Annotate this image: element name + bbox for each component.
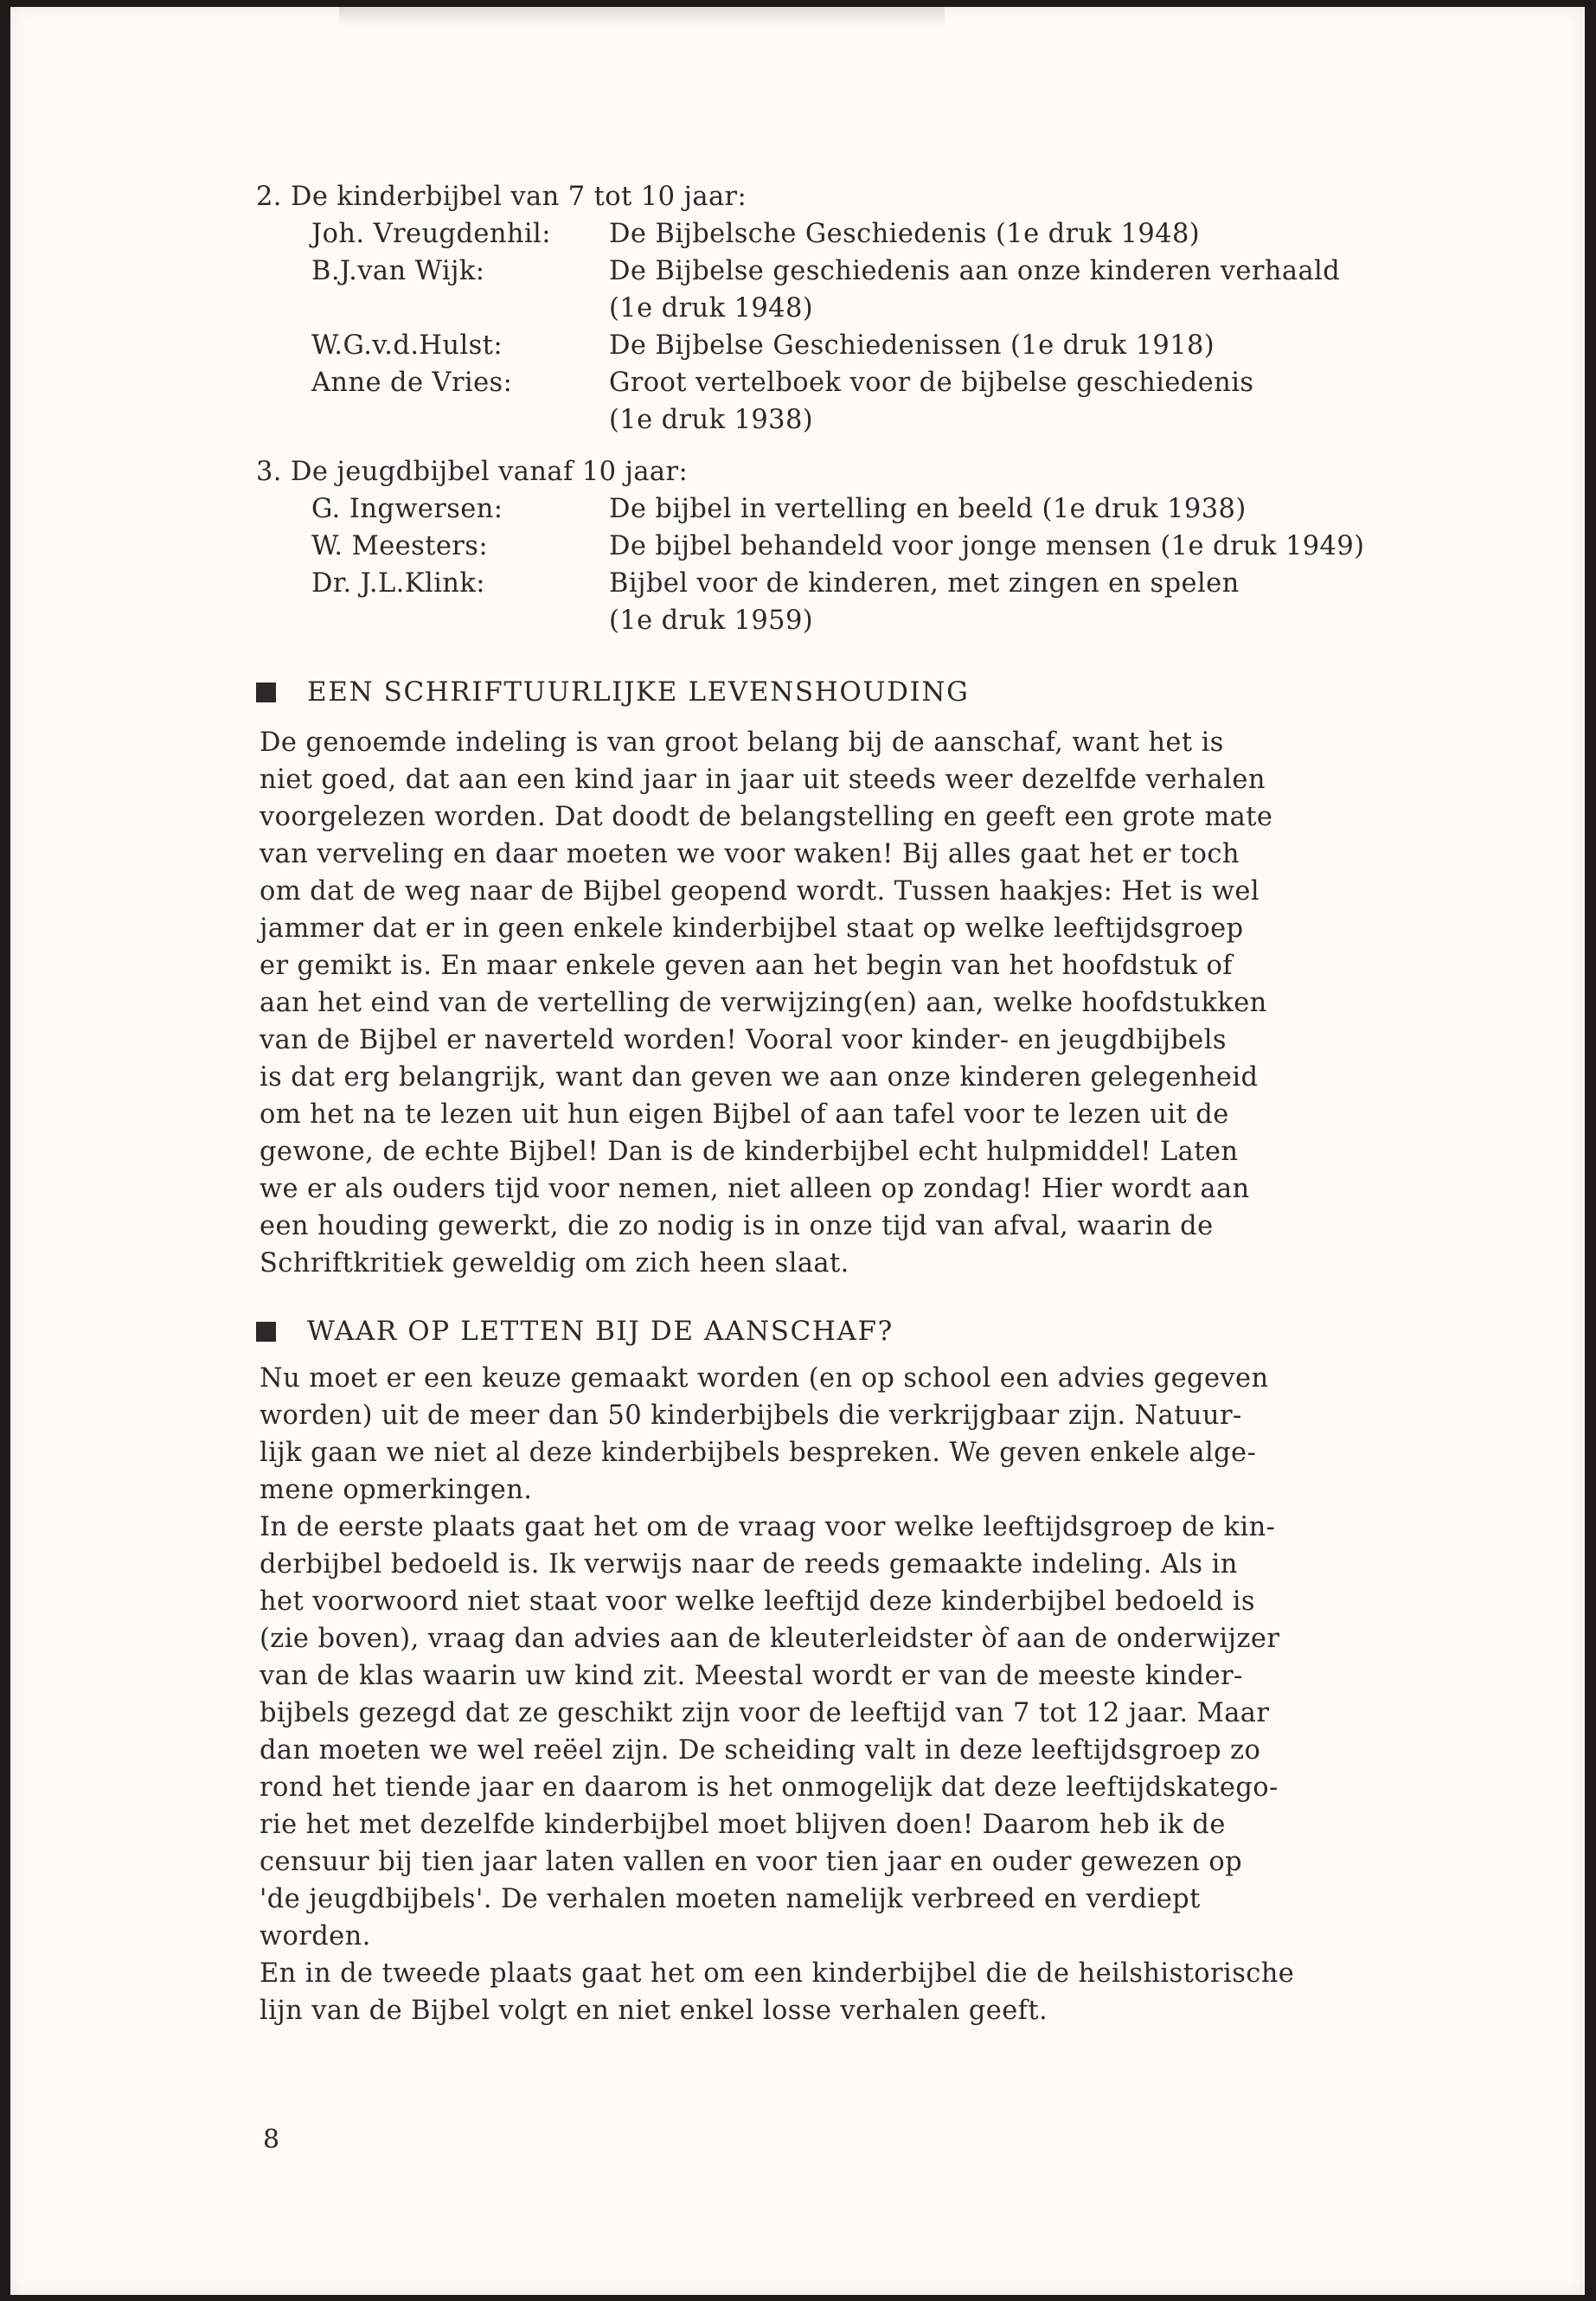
list-item <box>256 528 1502 565</box>
text-line: rie het met dezelfde kinderbijbel moet blijven doen! Daarom heb ik de <box>260 1810 1226 1840</box>
author-name: W. Meesters: <box>311 531 489 561</box>
text-line: we er als ouders tijd voor nemen, niet alleen op zondag! Hier wordt aan <box>260 1174 1250 1204</box>
text-line: niet goed, dat aan een kind jaar in jaar uit steeds weer dezelfde verhalen <box>260 765 1266 795</box>
paragraph-2 <box>256 1360 1502 2029</box>
text-line: jammer dat er in geen enkele kinderbijbel staat op welke leeftijdsgroep <box>260 913 1244 944</box>
text-line: van de klas waarin uw kind zit. Meestal wordt er van de meeste kinder- <box>260 1661 1243 1691</box>
square-bullet-icon <box>256 683 276 702</box>
book-title: De bijbel in vertelling en beeld (1e druk 1938) <box>609 494 1247 524</box>
text-line: worden. <box>260 1921 371 1952</box>
book-title-continued: (1e druk 1959) <box>609 606 814 636</box>
text-line: van de Bijbel er naverteld worden! Vooral voor kinder- en jeugdbijbels <box>260 1025 1227 1055</box>
text-line: En in de tweede plaats gaat het om een kinderbijbel die de heilshistorische <box>260 1958 1295 1989</box>
section-heading-aanschaf <box>256 1306 1502 1356</box>
text-line: mene opmerkingen. <box>260 1475 533 1505</box>
text-line: aan het eind van de vertelling de verwijzing(en) aan, welke hoofdstukken <box>260 988 1267 1018</box>
text-line: rond het tiende jaar en daarom is het onmogelijk dat deze leeftijdskatego- <box>260 1772 1279 1803</box>
book-title: Bijbel voor de kinderen, met zingen en spelen <box>609 568 1240 599</box>
book-title-continued: (1e druk 1948) <box>609 293 814 324</box>
text-line: gewone, de echte Bijbel! Dan is de kinderbijbel echt hulpmiddel! Laten <box>260 1137 1239 1167</box>
page-content <box>256 178 1502 2029</box>
text-line: lijn van de Bijbel volgt en niet enkel losse verhalen geeft. <box>260 1996 1048 2026</box>
text-line: Nu moet er een keuze gemaakt worden (en op school een advies gegeven <box>260 1363 1269 1394</box>
paragraph-1 <box>256 724 1502 1282</box>
square-bullet-icon <box>256 1322 276 1342</box>
heading-text: EEN SCHRIFTUURLIJKE LEVENSHOUDING <box>307 676 970 708</box>
section-3-title: 3. De jeugdbijbel vanaf 10 jaar: <box>256 457 689 487</box>
list-item <box>256 253 1502 290</box>
text-line: In de eerste plaats gaat het om de vraag voor welke leeftijdsgroep de kin- <box>260 1512 1276 1542</box>
text-line: het voorwoord niet staat voor welke leeftijd deze kinderbijbel bedoeld is <box>260 1586 1255 1617</box>
text-line: om dat de weg naar de Bijbel geopend wordt. Tussen haakjes: Het is wel <box>260 876 1259 907</box>
text-line: bijbels gezegd dat ze geschikt zijn voor de leeftijd van 7 tot 12 jaar. Maar <box>260 1698 1270 1728</box>
book-title: De Bijbelse Geschiedenissen (1e druk 1918) <box>609 330 1215 361</box>
author-name: B.J.van Wijk: <box>311 256 485 286</box>
text-line: om het na te lezen uit hun eigen Bijbel of aan tafel voor te lezen uit de <box>260 1099 1229 1130</box>
author-name: W.G.v.d.Hulst: <box>311 330 503 361</box>
section-heading-levenshouding <box>256 667 1502 717</box>
text-line: censuur bij tien jaar laten vallen en voor tien jaar en ouder gewezen op <box>260 1847 1243 1877</box>
text-line: De genoemde indeling is van groot belang bij de aanschaf, want het is <box>260 727 1224 758</box>
text-line: een houding gewerkt, die zo nodig is in onze tijd van afval, waarin de <box>260 1211 1214 1241</box>
book-title: De Bijbelsche Geschiedenis (1e druk 1948) <box>609 219 1201 249</box>
scan-smudge <box>339 7 945 26</box>
book-title-continued: (1e druk 1938) <box>609 405 814 435</box>
list-item <box>256 364 1502 401</box>
author-name: Joh. Vreugdenhil: <box>311 219 551 249</box>
text-line: dan moeten we wel reëel zijn. De scheiding valt in deze leeftijdsgroep zo <box>260 1735 1261 1766</box>
author-name: Dr. J.L.Klink: <box>311 568 485 599</box>
list-item <box>256 565 1502 602</box>
list-item <box>256 490 1502 528</box>
text-line: is dat erg belangrijk, want dan geven we aan onze kinderen gelegenheid <box>260 1062 1259 1093</box>
heading-text: WAAR OP LETTEN BIJ DE AANSCHAF? <box>307 1316 894 1347</box>
list-item <box>256 327 1502 364</box>
book-title: De bijbel behandeld voor jonge mensen (1e druk 1949) <box>609 531 1365 561</box>
author-name: Anne de Vries: <box>311 368 513 398</box>
text-line: 'de jeugdbijbels'. De verhalen moeten namelijk verbreed en verdiept <box>260 1884 1201 1914</box>
text-line: Schriftkritiek geweldig om zich heen slaat. <box>260 1248 849 1279</box>
list-item <box>256 215 1502 253</box>
text-line: er gemikt is. En maar enkele geven aan het begin van het hoofdstuk of <box>260 951 1233 981</box>
text-line: voorgelezen worden. Dat doodt de belangstelling en geeft een grote mate <box>260 802 1273 832</box>
book-title: Groot vertelboek voor de bijbelse geschiedenis <box>609 368 1254 398</box>
text-line: van verveling en daar moeten we voor waken! Bij alles gaat het er toch <box>260 839 1240 869</box>
author-name: G. Ingwersen: <box>311 494 503 524</box>
book-title: De Bijbelse geschiedenis aan onze kinderen verhaald <box>609 256 1341 286</box>
text-line: (zie boven), vraag dan advies aan de kleuterleidster òf aan de onderwijzer <box>260 1624 1280 1654</box>
text-line: worden) uit de meer dan 50 kinderbijbels die verkrijgbaar zijn. Natuur- <box>260 1400 1242 1431</box>
section-2-title: 2. De kinderbijbel van 7 tot 10 jaar: <box>256 182 747 212</box>
page-number: 8 <box>263 2125 280 2155</box>
text-line: derbijbel bedoeld is. Ik verwijs naar de reeds gemaakte indeling. Als in <box>260 1549 1238 1580</box>
text-line: lijk gaan we niet al deze kinderbijbels bespreken. We geven enkele alge- <box>260 1438 1257 1468</box>
page-sheet <box>10 7 1585 2295</box>
